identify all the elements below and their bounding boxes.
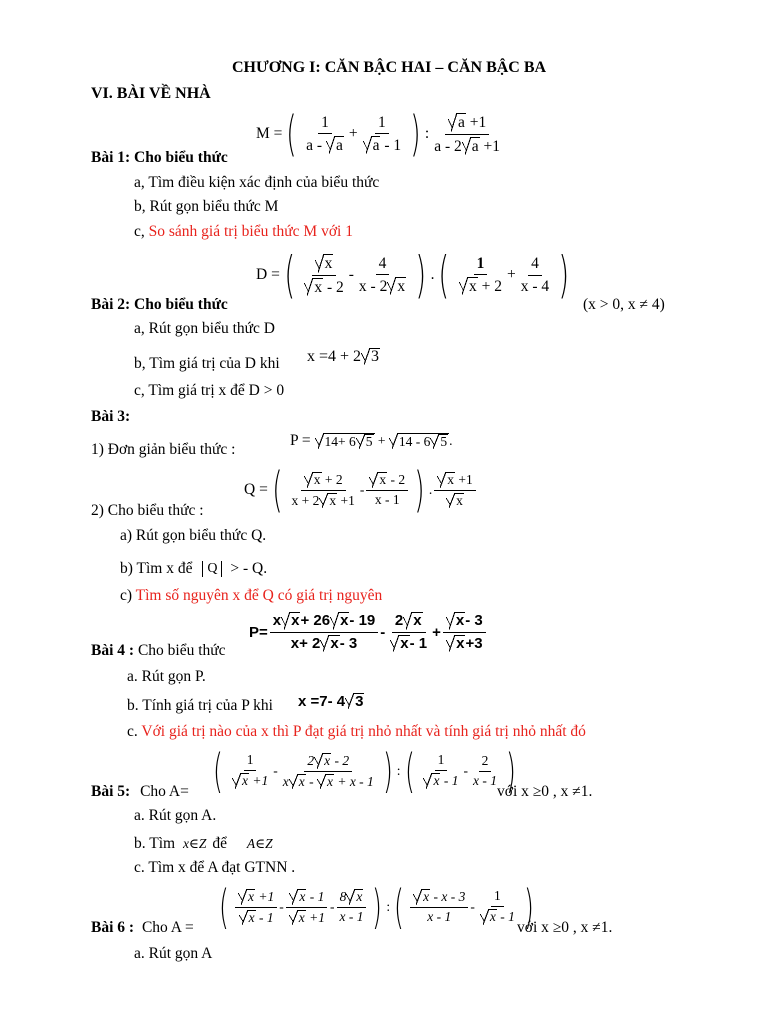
bai2-condition: (x > 0, x ≠ 4) xyxy=(583,296,665,313)
bai3-p2: 2) Cho biểu thức : xyxy=(91,502,204,519)
bai6-label-rest: Cho A = xyxy=(141,919,194,936)
bai4-c xyxy=(127,724,586,740)
formula-x-bai2: x =4 + 2 3 xyxy=(307,348,380,365)
bai4-b: b. Tính giá trị của P khi xyxy=(127,697,273,714)
bai4-c-text: Với giá trị nào của x thì P đạt giá trị nhỏ nhất và tính giá trị nhỏ nhất đó xyxy=(141,723,586,740)
bai6-a: a. Rút gọn A xyxy=(134,945,213,962)
formula-a-bai5: ( $\frac{1}{x +1}$ - $\frac{2 x - 2}{\text{x x - x + x - 1}}$ ) : ( $\frac{1}{x - 1}$ - $\frac{2}{x - 1}$ ) xyxy=(213,744,516,798)
chapter-title: CHƯƠNG I: CĂN BẬC HAI – CĂN BẬC BA xyxy=(232,59,547,76)
bai6-condition: với x ≥0 , x ≠1. xyxy=(517,919,613,936)
bai4-label xyxy=(91,643,226,659)
bai6-label-bold: Bài 6 : xyxy=(91,919,135,936)
bai3-b: b) Tìm x để Q > - Q. xyxy=(120,560,268,577)
formula-d: D = ( $\frac{x}{x - 2}$ - $\frac{4}{x - 2 x}$ ) . ( $\frac{1}{x + 2}$ + $\frac{4}{x - 4}$ ) xyxy=(256,246,570,304)
bai3-p1: 1) Đơn giản biểu thức : xyxy=(91,441,236,458)
bai6-label xyxy=(91,920,194,936)
formula-p-bai3: P = 14+ 6 5 + 14 - 6 5 . xyxy=(290,432,453,449)
bai5-label-bold: Bài 5: xyxy=(91,783,131,800)
bai3-c: c) Tìm số nguyên x để Q có giá trị nguyên xyxy=(120,587,383,604)
bai1-label: Bài 1: Cho biểu thức xyxy=(91,149,228,166)
formula-p-bai4: P= $\frac{\text{x x+ 26 x- 19}}{x+ 2 x- 3}$ - $\frac{2 x}{x- 1}$ + $\frac{x- 3}{x+3}$ xyxy=(249,612,488,652)
bai5-b-mid: để xyxy=(212,835,227,852)
formula-x-bai4: x =7- 4 3 xyxy=(298,693,364,710)
section-title: VI. BÀI VỀ NHÀ xyxy=(91,85,211,102)
formula-q: Q = ( $\frac{x + 2}{x + 2 x +1}$ - $\frac{x - 2}{x - 1}$ ) . $\frac{x +1}{x}$ xyxy=(244,466,478,514)
bai3-b-pre: b) Tìm x để xyxy=(120,560,193,577)
bai4-label-rest: Cho biểu thức xyxy=(137,642,226,659)
bai3-b-post: > - Q. xyxy=(230,560,268,577)
bai5-b-pre: b. Tìm xyxy=(134,835,176,852)
bai1-a: a, Tìm điều kiện xác định của biểu thức xyxy=(134,174,380,191)
formula-a-bai6: ( $\frac{x +1}{x - 1}$ - $\frac{x - 1}{x +1}$ - $\frac{8 x}{x - 1}$ ) : ( $\frac{x - x - 3}{x - 1}$ - $\frac{1}{x - 1}$ ) xyxy=(219,880,534,934)
bai2-a: a, Rút gọn biểu thức D xyxy=(134,320,275,337)
bai2-c: c, Tìm giá trị x để D > 0 xyxy=(134,382,285,399)
bai5-condition: với x ≥0 , x ≠1. xyxy=(497,783,593,800)
bai5-label xyxy=(91,784,189,800)
bai4-a: a. Rút gọn P. xyxy=(127,668,206,685)
bai5-label-rest: Cho A= xyxy=(140,783,189,800)
bai5-a: a. Rút gọn A. xyxy=(134,807,217,824)
bai2-label: Bài 2: Cho biểu thức xyxy=(91,296,228,313)
bai4-c-pre: c. xyxy=(127,723,138,740)
bai1-b: b, Rút gọn biểu thức M xyxy=(134,198,279,215)
bai3-a: a) Rút gọn biểu thức Q. xyxy=(120,527,267,544)
bai3-label: Bài 3: xyxy=(91,408,131,425)
bai5-b: b. Tìm x∈Z để A∈Z xyxy=(134,835,273,852)
bai1-c: c, So sánh giá trị biểu thức M với 1 xyxy=(134,223,353,240)
bai5-c: c. Tìm x để A đạt GTNN . xyxy=(134,859,296,876)
bai4-label-bold: Bài 4 : xyxy=(91,642,135,659)
formula-m: M = ( $\frac{1}{a - a}$ + $\frac{1}{a - 1}$ ) : $\frac{a +1}{a - 2 a +1}$ xyxy=(256,106,500,162)
bai2-b: b, Tìm giá trị của D khi xyxy=(134,355,280,372)
